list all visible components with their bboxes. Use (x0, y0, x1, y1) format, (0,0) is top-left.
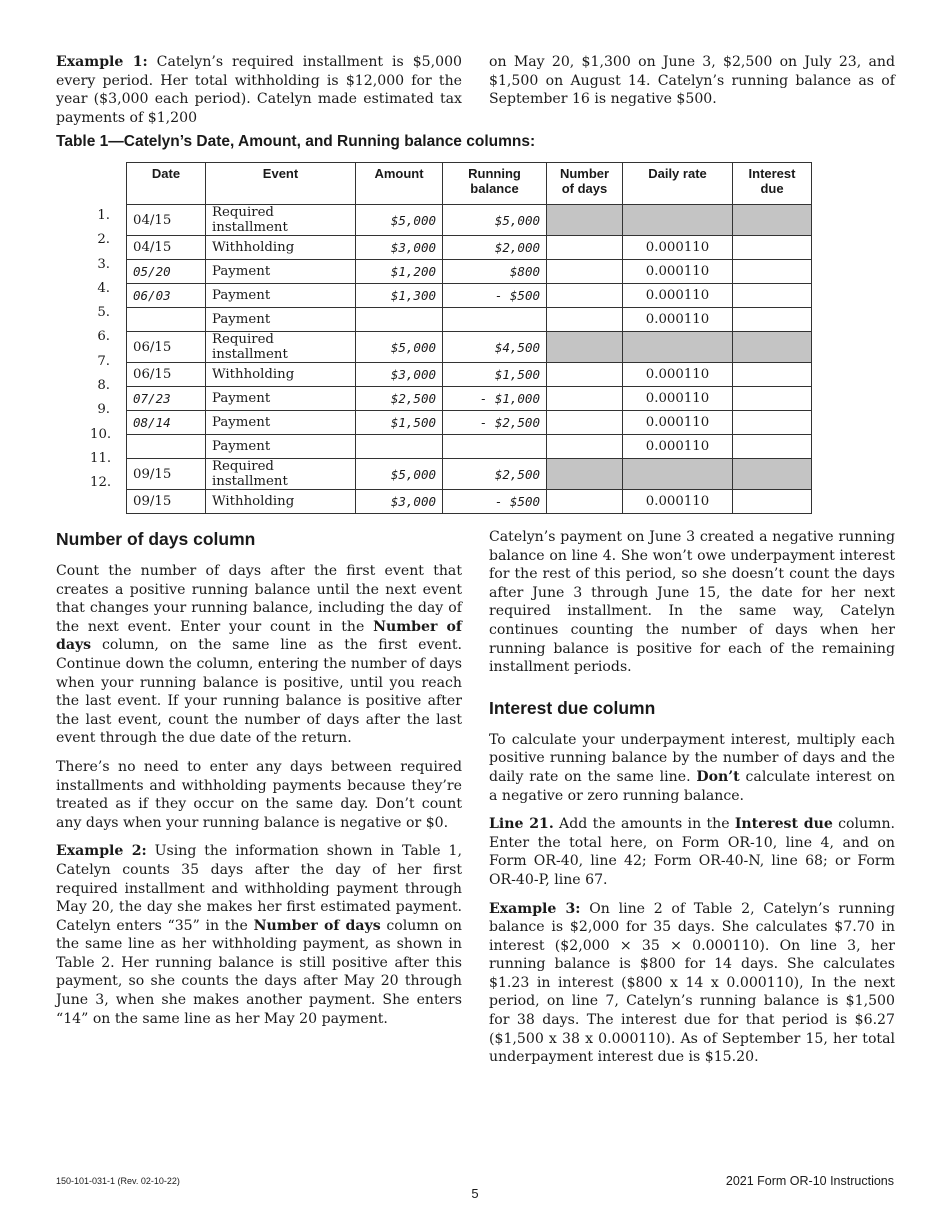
balance-cell: - $500 (443, 284, 547, 308)
row-number: 6. (97, 329, 110, 345)
event-cell: Payment (206, 308, 356, 332)
example2-paragraph: Example 2: Using the information shown in Table 1, Catelyn counts 35 days after the day of her first required installment and withholding payment through May 20, the day she makes her first estimated payment. Catelyn enters “35” in the Number of days column on the same line as her withholding payment, as shown in Table 2. Her running balance is still positive after this payment, so she counts the days after May 20 through June 3, when she makes another payment. She enters “14” on the same line as her May 20 payment. (56, 843, 462, 1027)
amount-cell: $3,000 (356, 363, 443, 387)
days-continued-paragraph: Catelyn’s payment on June 3 created a negative running balance on line 4. She won’t owe underpayment interest for the rest of this period, so she doesn’t count the days after June 3 through June 15, the date for her next required installment. In the same way, Catelyn continues counting the number of days when her running balance is positive for each of the remaining installment periods. (489, 529, 895, 676)
table-row (127, 435, 812, 459)
row-number: 12. (90, 475, 112, 491)
days-cell (547, 205, 623, 236)
footer-form-code: 150-101-031-1 (Rev. 02-10-22) (56, 1176, 180, 1186)
interest-cell (733, 490, 812, 514)
rate-cell: 0.000110 (623, 363, 733, 387)
date-cell: 04/15 (127, 236, 206, 260)
balance-cell: - $500 (443, 490, 547, 514)
example1-left-column (56, 53, 462, 137)
interest-cell (733, 411, 812, 435)
days-cell (547, 411, 623, 435)
row-number: 4. (97, 280, 110, 296)
row-number: 2. (97, 232, 110, 248)
date-cell: 07/23 (127, 387, 206, 411)
date-cell: 05/20 (127, 260, 206, 284)
event-cell: Withholding (206, 236, 356, 260)
days-cell (547, 260, 623, 284)
interest-cell (733, 236, 812, 260)
amount-cell (356, 435, 443, 459)
balance-cell (443, 308, 547, 332)
date-cell: 09/15 (127, 459, 206, 490)
date-cell: 08/14 (127, 411, 206, 435)
rate-cell: 0.000110 (623, 308, 733, 332)
interest-cell (733, 284, 812, 308)
table1-header-row (127, 163, 812, 205)
balance-cell: $1,500 (443, 363, 547, 387)
amount-cell: $5,000 (356, 332, 443, 363)
rate-cell: 0.000110 (623, 387, 733, 411)
event-cell: Payment (206, 387, 356, 411)
example1-right-text: on May 20, $1,300 on June 3, $2,500 on July 23, and $1,500 on August 14. Catelyn’s running balance as of September 16 is negative $500. (489, 54, 895, 108)
days-section-heading: Number of days column (56, 529, 256, 549)
event-cell: Payment (206, 435, 356, 459)
event-cell: Required installment (206, 205, 356, 236)
interest-cell (733, 332, 812, 363)
row-number: 11. (90, 450, 112, 466)
interest-cell (733, 205, 812, 236)
date-cell: 04/15 (127, 205, 206, 236)
balance-cell: - $1,000 (443, 387, 547, 411)
table-row (127, 284, 812, 308)
example1-left-text: Catelyn’s required installment is $5,000 every period. Her total withholding is $12,000 for the year ($3,000 each period). Catelyn made estimated tax payments of $1,200 (56, 54, 463, 126)
balance-cell: $5,000 (443, 205, 547, 236)
date-cell (127, 435, 206, 459)
interest-cell (733, 459, 812, 490)
days-cell (547, 284, 623, 308)
table1-header-cell: Amount (356, 163, 443, 205)
days-paragraph-2: There’s no need to enter any days between required installments and withholding payments because they’re treated as if they occur on the same day. Don’t count any days when your running balance is negative or $0. (56, 758, 462, 831)
days-cell (547, 236, 623, 260)
table1-row-numbers (90, 204, 110, 496)
table1-header-cell: Date (127, 163, 206, 205)
days-paragraph-1: Count the number of days after the first event that creates a positive running balance until the next event that changes your running balance, including the day of the next event. Enter your count in the Number of days column, on the same line as the first event. Continue down the column, entering the number of days when your running balance is positive, until you reach the last event. If your running balance is positive after the last event, count the number of days after the last event through the due date of the return. (56, 563, 462, 747)
amount-cell: $5,000 (356, 459, 443, 490)
amount-cell: $3,000 (356, 490, 443, 514)
balance-cell (443, 435, 547, 459)
date-cell: 06/15 (127, 332, 206, 363)
balance-cell: - $2,500 (443, 411, 547, 435)
date-cell: 06/03 (127, 284, 206, 308)
table1-caption: Table 1—Catelyn’s Date, Amount, and Running balance columns: (56, 133, 536, 150)
example3-paragraph: Example 3: On line 2 of Table 2, Catelyn’s running balance is $2,000 for 35 days. She calculates $7.70 in interest ($2,000 × 35 × 0.000110). On line 3, her running balance is $800 for 14 days. She calculates $1.23 in interest ($800 x 14 x 0.000110), In the next period, on line 7, Catelyn’s running balance is $1,500 for 38 days. The interest due for that period is $6.27 ($1,500 x 38 x 0.000110). As of September 15, her total underpayment interest due is $15.20. (489, 900, 895, 1066)
table1-header-cell: Number of days (547, 163, 623, 205)
interest-cell (733, 435, 812, 459)
row-number: 1. (97, 208, 110, 223)
table-row (127, 459, 812, 490)
table-row (127, 332, 812, 363)
table-row (127, 260, 812, 284)
row-number: 8. (97, 378, 110, 394)
right-text-column (489, 528, 895, 1077)
page-number: 5 (471, 1186, 479, 1201)
table-row (127, 387, 812, 411)
interest-section-heading: Interest due column (489, 697, 656, 718)
rate-cell (623, 459, 733, 490)
table1 (126, 162, 812, 514)
days-cell (547, 363, 623, 387)
event-cell: Payment (206, 284, 356, 308)
table1-header-cell: Event (206, 163, 356, 205)
days-cell (547, 435, 623, 459)
rate-cell: 0.000110 (623, 490, 733, 514)
table1-header-cell: Daily rate (623, 163, 733, 205)
table-row (127, 205, 812, 236)
date-cell: 09/15 (127, 490, 206, 514)
days-cell (547, 332, 623, 363)
rate-cell: 0.000110 (623, 411, 733, 435)
balance-cell: $2,500 (443, 459, 547, 490)
table-row (127, 236, 812, 260)
table1-header-cell: Running balance (443, 163, 547, 205)
days-cell (547, 459, 623, 490)
amount-cell: $1,300 (356, 284, 443, 308)
interest-paragraph-1: To calculate your underpayment interest, multiply each positive running balance by the number of days and the daily rate on the same line. Don’t calculate interest on a negative or zero running balance. (489, 731, 895, 804)
interest-cell (733, 363, 812, 387)
interest-cell (733, 308, 812, 332)
days-cell (547, 387, 623, 411)
interest-cell (733, 387, 812, 411)
left-text-column (56, 528, 462, 1038)
balance-cell: $4,500 (443, 332, 547, 363)
line21-paragraph: Line 21. Add the amounts in the Interest due column. Enter the total here, on Form OR-10, line 4, and on Form OR-40, line 42; Form OR-40-N, line 68; or Form OR-40-P, line 67. (489, 816, 896, 888)
date-cell (127, 308, 206, 332)
row-number: 9. (97, 402, 110, 418)
date-cell: 06/15 (127, 363, 206, 387)
event-cell: Required installment (206, 332, 356, 363)
row-number: 5. (97, 305, 110, 321)
event-cell: Withholding (206, 490, 356, 514)
rate-cell: 0.000110 (623, 435, 733, 459)
days-cell (547, 490, 623, 514)
table1-body (127, 205, 812, 514)
table-row (127, 490, 812, 514)
footer-form-title: 2021 Form OR-10 Instructions (725, 1174, 894, 1188)
table-row (127, 363, 812, 387)
amount-cell: $2,500 (356, 387, 443, 411)
balance-cell: $2,000 (443, 236, 547, 260)
rate-cell (623, 332, 733, 363)
days-cell (547, 308, 623, 332)
rate-cell: 0.000110 (623, 284, 733, 308)
amount-cell (356, 308, 443, 332)
event-cell: Payment (206, 260, 356, 284)
event-cell: Withholding (206, 363, 356, 387)
event-cell: Required installment (206, 459, 356, 490)
row-number: 10. (90, 426, 112, 442)
amount-cell: $3,000 (356, 236, 443, 260)
table1-header-cell: Interest due (733, 163, 812, 205)
event-cell: Payment (206, 411, 356, 435)
row-number: 7. (97, 353, 110, 369)
example1-right-column (489, 53, 895, 119)
amount-cell: $5,000 (356, 205, 443, 236)
row-number: 3. (97, 256, 110, 272)
rate-cell: 0.000110 (623, 260, 733, 284)
rate-cell: 0.000110 (623, 236, 733, 260)
balance-cell: $800 (443, 260, 547, 284)
example1-label: Example 1: (56, 54, 148, 70)
table-row (127, 308, 812, 332)
amount-cell: $1,500 (356, 411, 443, 435)
table-row (127, 411, 812, 435)
interest-cell (733, 260, 812, 284)
amount-cell: $1,200 (356, 260, 443, 284)
rate-cell (623, 205, 733, 236)
